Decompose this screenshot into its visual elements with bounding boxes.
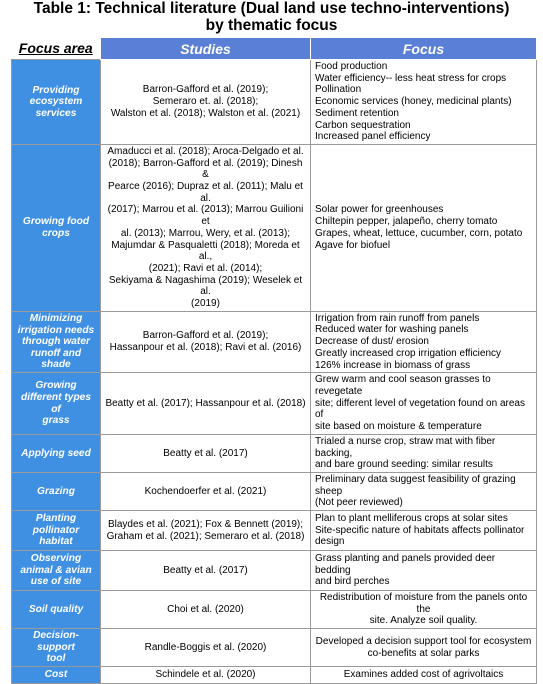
studies-cell-line: Majumdar & Pasqualetti (2018); Moreda et al., xyxy=(111,239,300,263)
studies-cell xyxy=(101,60,311,145)
focus-cell-line: (Not peer reviewed) xyxy=(315,497,403,509)
focus-area-cell-line: services xyxy=(35,107,77,119)
focus-cell-line: Plan to plant melliferous crops at solar sites xyxy=(315,512,508,524)
studies-cell-line: Kochendoerfer et al. (2021) xyxy=(144,485,267,497)
studies-cell xyxy=(101,511,311,551)
studies-cell xyxy=(101,311,311,373)
focus-area-cell-line: use of site xyxy=(30,576,82,588)
focus-cell-line: Redistribution of moisture from the panels onto the xyxy=(319,592,528,615)
focus-cell-line: Water efficiency-- less heat stress for crops xyxy=(315,72,507,84)
studies-cell xyxy=(101,472,311,510)
studies-cell xyxy=(101,373,311,435)
focus-area-cell-line: Growing xyxy=(35,380,77,392)
focus-cell-line: and bird perches xyxy=(315,576,390,588)
table-row xyxy=(12,60,537,145)
focus-cell-line: Food production xyxy=(315,61,388,72)
studies-cell-line: (2017); Marrou et al. (2013); Marrou Guilioni et xyxy=(107,204,304,228)
table-row xyxy=(12,551,537,591)
focus-area-cell xyxy=(12,666,101,683)
table-row xyxy=(12,311,537,373)
focus-cell-line: site. Analyze soil quality. xyxy=(369,615,478,627)
focus-cell-line: Examines added cost of agrivoltaics xyxy=(343,669,504,681)
focus-area-cell-line: Minimizing xyxy=(29,313,83,325)
focus-area-cell-line: Grazing xyxy=(37,485,75,497)
focus-area-cell-line: tool xyxy=(46,653,66,665)
literature-table xyxy=(11,37,537,684)
studies-cell-line: Choi et al. (2020) xyxy=(167,603,244,615)
studies-cell xyxy=(101,551,311,591)
focus-cell-line: Grapes, wheat, lettuce, cucumber, corn, potato xyxy=(315,227,523,239)
focus-cell-line: Irrigation from rain runoff from panels xyxy=(315,312,480,324)
focus-cell xyxy=(311,629,537,667)
focus-cell-line: Sediment retention xyxy=(315,107,399,119)
header-focus: Focus xyxy=(311,38,537,60)
focus-area-cell-line: Decision-support xyxy=(33,630,79,653)
focus-cell xyxy=(311,511,537,551)
studies-cell-line: (2021); Ravi et al. (2014); xyxy=(148,262,263,274)
focus-area-cell xyxy=(12,511,101,551)
focus-area-cell-line: animal & avian xyxy=(20,564,92,576)
focus-area-cell-line: runoff and shade xyxy=(30,347,82,371)
focus-cell xyxy=(311,311,537,373)
studies-cell-line: Beatty et al. (2017) xyxy=(163,564,248,576)
table-title-line-2: by thematic focus xyxy=(205,17,338,34)
focus-cell-line: and bare ground seeding: similar results xyxy=(315,459,493,471)
studies-cell-line: Graham et al. (2021); Semeraro et al. (2018) xyxy=(106,530,305,542)
studies-cell-line: Barron-Gafford et al. (2019); xyxy=(142,330,269,342)
focus-cell-line: Solar power for greenhouses xyxy=(315,204,444,216)
focus-cell-line: Chiltepin pepper, jalapeño, cherry tomato xyxy=(315,216,498,228)
focus-area-cell-line: Providing xyxy=(32,84,80,96)
studies-cell-line: Barron-Gafford et al. (2019); xyxy=(142,84,269,96)
focus-area-cell xyxy=(12,311,101,373)
focus-cell-line: site based on moisture & temperature xyxy=(315,421,482,433)
focus-cell xyxy=(311,551,537,591)
focus-cell xyxy=(311,373,537,435)
studies-cell-line: Randle-Boggis et al. (2020) xyxy=(144,641,267,653)
focus-cell-line: Site-specific nature of habitats affects pollinator xyxy=(315,524,525,536)
focus-cell xyxy=(311,60,537,145)
focus-area-cell-line: pollinator habitat xyxy=(32,524,80,548)
focus-area-cell xyxy=(12,144,101,311)
table-row xyxy=(12,144,537,311)
focus-area-cell-line: irrigation needs xyxy=(17,324,95,336)
focus-cell-line: design xyxy=(315,536,345,548)
studies-cell-line: Blaydes et al. (2021); Fox & Bennett (2019); xyxy=(107,518,304,530)
studies-cell xyxy=(101,666,311,683)
focus-area-cell xyxy=(12,60,101,145)
focus-cell-line: Trialed a nurse crop, straw mat with fiber backing, xyxy=(315,435,496,459)
focus-cell-line: 126% increase in biomass of grass xyxy=(315,359,471,371)
focus-cell xyxy=(311,144,537,311)
table-row xyxy=(12,434,537,472)
studies-cell xyxy=(101,144,311,311)
studies-cell xyxy=(101,591,311,629)
studies-cell-line: Beatty et al. (2017); Hassanpour et al. (2018) xyxy=(105,397,306,409)
studies-cell-line: Schindele et al. (2020) xyxy=(155,669,256,681)
focus-area-cell-line: Cost xyxy=(44,669,68,681)
studies-cell-line: Beatty et al. (2017) xyxy=(163,447,248,459)
focus-cell-line: co-benefits at solar parks xyxy=(367,647,480,659)
focus-cell xyxy=(311,666,537,683)
table-title xyxy=(0,0,543,34)
studies-cell xyxy=(101,434,311,472)
studies-cell xyxy=(101,629,311,667)
table-row xyxy=(12,591,537,629)
focus-area-cell-line: Planting xyxy=(35,513,77,525)
focus-cell-line: Economic services (honey, medicinal plants) xyxy=(315,96,512,108)
table-title-line-1: Table 1: Technical literature (Dual land use techno-interventions) xyxy=(33,0,510,17)
focus-cell xyxy=(311,434,537,472)
studies-cell-line: Walston et al. (2018); Walston et al. (2021) xyxy=(110,107,301,119)
focus-area-cell-line: through water xyxy=(22,336,90,348)
focus-cell-line: Preliminary data suggest feasibility of grazing sheep xyxy=(315,473,516,497)
focus-cell-line: Decrease of dust/ erosion xyxy=(315,336,429,348)
studies-cell-line: Sekiyama & Nagashima (2019); Weselek et al. xyxy=(108,274,303,298)
focus-cell-line: Increased panel efficiency xyxy=(315,131,431,143)
studies-cell-line: (2018); Barron-Gafford et al. (2019); Dinesh & xyxy=(108,157,303,181)
focus-cell xyxy=(311,591,537,629)
studies-cell-line: Amaducci et al. (2018); Aroca-Delgado et al. xyxy=(107,145,304,157)
focus-area-cell xyxy=(12,551,101,591)
studies-cell-line: al. (2013); Marrou, Wery, et al. (2013); xyxy=(120,227,291,239)
focus-area-cell-line: Soil quality xyxy=(28,603,84,615)
table-row xyxy=(12,666,537,683)
focus-cell-line: Reduced water for washing panels xyxy=(315,324,469,336)
focus-area-cell xyxy=(12,434,101,472)
focus-area-cell-line: grass xyxy=(42,415,70,427)
table-row xyxy=(12,373,537,435)
focus-area-cell xyxy=(12,629,101,667)
studies-cell-line: Semeraro et. al. (2018); xyxy=(152,96,259,108)
header-row xyxy=(12,38,537,60)
focus-cell-line: site; different level of vegetation found on areas of xyxy=(315,397,525,421)
studies-cell-line: Hassanpour et al. (2018); Ravi et al. (2016) xyxy=(109,342,302,354)
focus-area-cell-line: Growing food xyxy=(22,216,90,228)
focus-area-cell xyxy=(12,373,101,435)
focus-cell xyxy=(311,472,537,510)
header-studies: Studies xyxy=(101,38,311,60)
focus-area-cell-line: different types of xyxy=(20,391,91,415)
table-row xyxy=(12,472,537,510)
focus-cell-line: Grass planting and panels provided deer bedding xyxy=(315,552,496,576)
focus-cell-line: Carbon sequestration xyxy=(315,119,411,131)
table-row xyxy=(12,629,537,667)
focus-cell-line: Grew warm and cool season grasses to revegetate xyxy=(315,374,491,397)
focus-area-cell-line: Applying seed xyxy=(21,447,91,459)
table-body xyxy=(12,60,537,684)
focus-area-cell-line: crops xyxy=(42,227,70,239)
header-focus-area: Focus area xyxy=(12,38,101,60)
focus-area-cell-line: Observing xyxy=(30,553,82,565)
studies-cell-line: Pearce (2016); Dupraz et al. (2011); Malu et al. xyxy=(108,181,303,204)
table-row xyxy=(12,511,537,551)
focus-area-cell xyxy=(12,472,101,510)
focus-cell-line: Agave for biofuel xyxy=(315,239,391,251)
focus-area-cell xyxy=(12,591,101,629)
studies-cell-line: (2019) xyxy=(191,298,220,310)
focus-cell-line: Developed a decision support tool for ecosystem xyxy=(315,635,532,647)
focus-cell-line: Greatly increased crop irrigation efficiency xyxy=(315,347,502,359)
focus-area-cell-line: ecosystem xyxy=(29,96,83,108)
focus-cell-line: Pollination xyxy=(315,84,362,96)
